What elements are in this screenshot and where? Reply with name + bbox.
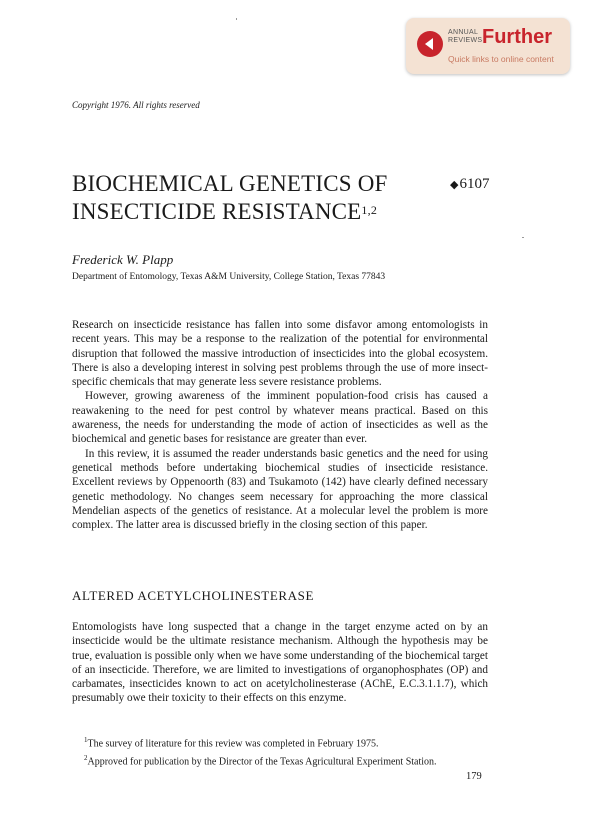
- further-brand: Further: [482, 26, 552, 48]
- paragraph: However, growing awareness of the imminent population-food crisis has caused a reawakening to the need for pest control by whatever means practical. Based on this awareness, the needs for understanding the mode of action of insecticides as well as the biochemical and genetic bases for resistance are greater than ever.: [72, 390, 488, 446]
- article-title: [72, 170, 388, 226]
- title-line-2: INSECTICIDE RESISTANCE$^{1,2}$: [72, 199, 378, 224]
- section-heading: ALTERED ACETYLCHOLINESTERASE: [72, 588, 315, 603]
- paragraph: In this review, it is assumed the reader understands basic genetics and the need for using genetical methods before undertaking biochemical studies of insecticide resistance. Excellent reviews by Oppenoorth (83) and Tsukamoto (142) have clearly defined necessary genetic methodology. No changes seem necessary for approaching the more classical Mendelian aspects of the genetics of resistance. At a molecular level the problem is more complex. The latter area is discussed briefly in the closing section of this paper.: [72, 447, 488, 532]
- title-footnote-refs: 1,2: [361, 203, 378, 217]
- arrow-left-icon: [417, 31, 443, 57]
- author-affiliation: Department of Entomology, Texas A&M University, College Station, Texas 77843: [72, 272, 386, 282]
- footnotes: [72, 733, 488, 770]
- section-body: [72, 620, 488, 706]
- author-name: Frederick W. Plapp: [72, 252, 174, 267]
- scan-speck: [236, 18, 237, 20]
- title-line-1: BIOCHEMICAL GENETICS OF: [72, 171, 388, 196]
- scan-speck: [522, 237, 524, 238]
- annual-reviews-further-badge[interactable]: [406, 18, 570, 74]
- paragraph: Entomologists have long suspected that a change in the target enzyme acted on by an insecticide would be the ultimate resistance mechanism. Although the hypothesis may be true, evaluation is possible only when we have some understanding of the biochemical target of an insecticide. Therefore, we are limited to investigations of organophosphates (OP) and carbamates, insecticides known to act on acetylcholinesterase (AChE, E.C.3.1.1.7), which presumably owe their toxicity to their effects on this enzyme.: [72, 621, 488, 705]
- badge-subtitle: Quick links to online content: [448, 54, 554, 64]
- copyright-notice: Copyright 1976. All rights reserved: [72, 100, 200, 110]
- diamond-icon: ◆: [450, 179, 459, 191]
- footnote: $^1$The survey of literature for this review was completed in February 1975.: [84, 736, 379, 750]
- annual-reviews-logo-text: ANNUAL REVIEWS: [448, 29, 483, 44]
- paragraph: Research on insecticide resistance has fallen into some disfavor among entomologists in recent years. This may be a response to the realization of the potential for environmental disruption that followed the massive introduction of insecticides into the global ecosystem. There is also a developing interest in solving pest problems through the use of more insect-specific chemicals that may generate less severe resistance problems.: [72, 319, 488, 389]
- introduction: [72, 318, 488, 532]
- article-code: ◆6107: [450, 176, 490, 192]
- page-number: 179: [466, 771, 482, 782]
- footnote: $^2$Approved for publication by the Director of the Texas Agricultural Experiment Station.: [84, 754, 437, 768]
